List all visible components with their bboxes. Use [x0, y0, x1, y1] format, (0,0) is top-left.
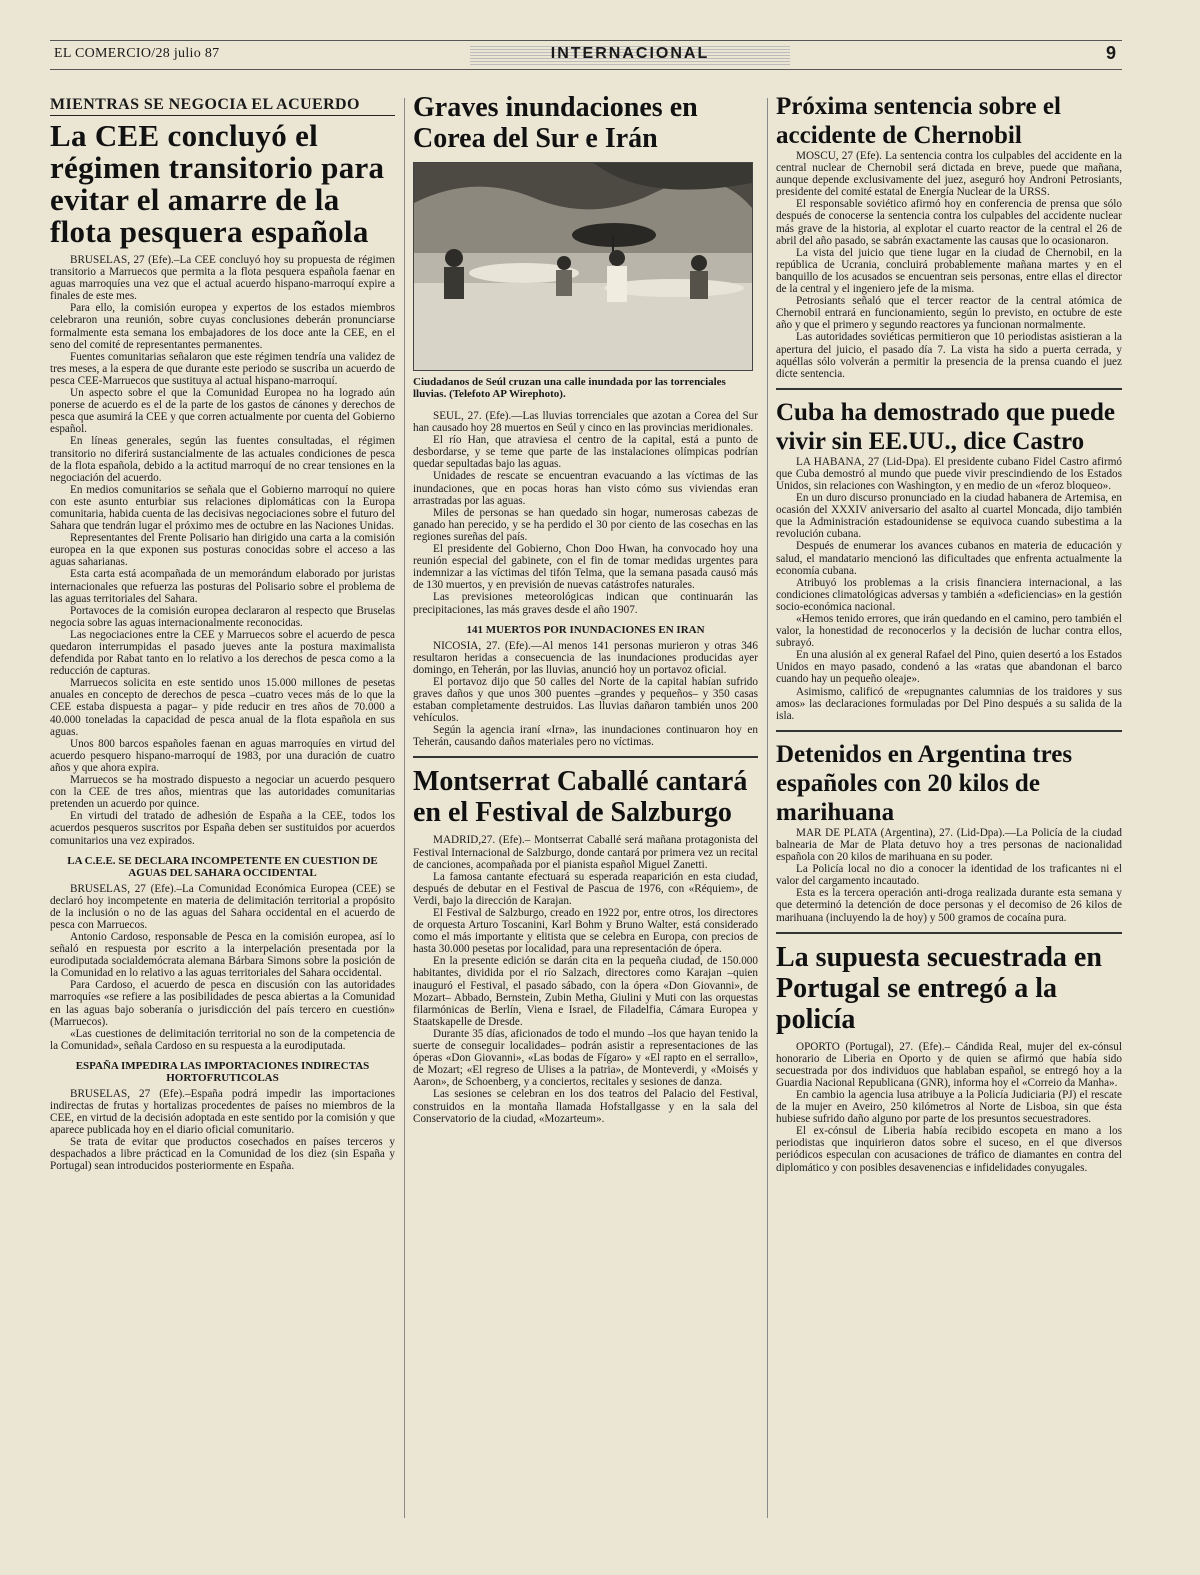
paragraph: Las autoridades soviéticas permitieron que 10 periodistas asistieran a la apertura del juicio, el pasado día 7. La vista ha sido a puerta cerrada, y aquéllas sólo volverán a permitir la presencia de la prensa cuando el juez dicte sentencia.: [776, 331, 1122, 380]
paragraph: BRUSELAS, 27 (Efe).–La Comunidad Económica Europea (CEE) se declaró hoy incompetente en materia de delimitación territorial a propósito de la inclusión o no de las aguas del Sahara occidental en el acuerdo de pesca con Marruecos.: [50, 882, 395, 931]
section-title: INTERNACIONAL: [470, 45, 790, 65]
paragraph: Petrosiants señaló que el tercer reactor de la central atómica de Chernobil entrará en funcionamiento, según lo previsto, en octubre de este año y que el primero y segundo reactores ya funcionan normalmente.: [776, 295, 1122, 332]
paragraph: El río Han, que atraviesa el centro de la capital, está a punto de desbordarse, y se teme que parte de las instalaciones olímpicas podrían quedar sepultadas bajo las aguas.: [413, 434, 758, 471]
paragraph: Para ello, la comisión europea y expertos de los estados miembros celebraron una reunión, sobre cuyas conclusiones deberán pronunciarse formalmente esta semana los embajadores de los doce ante la CEE, en el seno del comité de representantes permanentes.: [50, 302, 395, 351]
paragraph: El responsable soviético afirmó hoy en conferencia de prensa que sólo después de conocerse la sentencia contra los culpables del accidente nuclear más grave de la historia, al explotar el cuarto reactor de la central el 26 de abril del año pasado, se sabrán exactamente las causas que lo ocasionaron.: [776, 198, 1122, 247]
paragraph: LA HABANA, 27 (Lid-Dpa). El presidente cubano Fidel Castro afirmó que Cuba demostró al mundo que puede vivir prescindiendo de los Estados Unidos, sin relaciones con Washington, y en medio de un «feroz bloqueo».: [776, 455, 1122, 492]
photo-caption: Ciudadanos de Seúl cruzan una calle inundada por las torrenciales lluvias. (Telefoto AP Wirephoto).: [413, 376, 726, 400]
paragraph: El ex-cónsul de Liberia había recibido escopeta en mano a los periodistas que inquirieron datos sobre el suceso, en el que diversos periódicos especulan con acusaciones de tráfico de diamantes en contra del diplomático y con posibles desavenencias e infidelidades conyugales.: [776, 1125, 1122, 1174]
paragraph: Unos 800 barcos españoles faenan en aguas marroquíes en virtud del acuerdo pesquero hispano-marroquí de 1983, por una duración de cuatro años y que ahora expira.: [50, 737, 395, 774]
article-divider: [413, 756, 758, 758]
page-number: 9: [1105, 43, 1116, 63]
paragraph: Después de enumerar los avances cubanos en materia de educación y salud, el mandatario mencionó las dificultades que enfrenta actualmente la economía cubana.: [776, 540, 1122, 577]
article-divider: [776, 932, 1122, 934]
paragraph: En cambio la agencia lusa atribuye a la Policía Judiciaria (PJ) el rescate de la mujer en Aveiro, 250 kilómetros al Norte de Lisboa, sin que ésta hubiese sufrido daño alguno por parte de los presuntos secuestradores.: [776, 1088, 1122, 1126]
paragraph: En líneas generales, según las fuentes consultadas, el régimen transitorio no diferirá sustancialmente de las actuales condiciones de pesca de la flota española, debido a la actitud marroquí de no crear tensiones en la negociación del acuerdo.: [50, 435, 395, 484]
subheading: ESPAÑA IMPEDIRA LAS IMPORTACIONES INDIRECTAS HORTOFRUTICOLAS: [75, 1059, 370, 1084]
paragraph: La Policía local no dio a conocer la identidad de los traficantes ni el valor del cargamento incautado.: [776, 863, 1122, 888]
paragraph: «Las cuestiones de delimitación territorial no son de la competencia de la Comunidad», señala Cardoso en su respuesta a la eurodiputada.: [50, 1027, 395, 1052]
paragraph: En virtudi del tratado de adhesión de España a la CEE, todos los acuerdos pesqueros suscritos por España deben ser sustituidos por acuerdos comunitarios una vez expirados.: [50, 810, 395, 847]
paragraph: BRUSELAS, 27 (Efe).–España podrá impedir las importaciones indirectas de frutas y hortalizas procedentes de países no miembros de la CEE, en virtud de la decisión adoptada en este sentido por la comisión y que aparece publicada hoy en el diario oficial comunitario.: [50, 1087, 395, 1137]
paragraph: Para Cardoso, el acuerdo de pesca en discusión con las autoridades marroquíes «se refiere a las posibilidades de pesca abiertas a la Comunidad en las aguas bajo soberanía o jurisdicción del país tercero en cuestión» (Marruecos).: [50, 979, 395, 1028]
column-divider: [767, 98, 768, 1518]
paragraph: MAR DE PLATA (Argentina), 27. (Lid-Dpa).—La Policía de la ciudad balnearia de Mar de Plata detuvo hoy a tres personas de nacionalidad española con 20 kilos de marihuana en su poder.: [776, 826, 1122, 864]
paragraph: Se trata de evitar que productos cosechados en países terceros y despachados a libre prácticad en la Comunidad de los diez (sin España y Portugal) sean introducidos posteriormente en España.: [50, 1136, 395, 1173]
paragraph: Unidades de rescate se encuentran evacuando a las víctimas de las inundaciones, que en pocas horas han visto cómo sus viviendas eran arrastradas por las aguas.: [413, 470, 758, 507]
subheading: 141 MUERTOS POR INUNDACIONES EN IRAN: [466, 623, 705, 636]
paragraph: Un aspecto sobre el que la Comunidad Europea no ha logrado aún ponerse de acuerdo es el de la parte de los gastos de cánones y derechos de pesca que asumirá la CEE y que corren actualmente por cuenta del Gobierno español.: [50, 387, 395, 436]
article-body: [50, 254, 395, 847]
paragraph: En una alusión al ex general Rafael del Pino, quien desertó a los Estados Unidos en mayo pasado, condenó a las «ratas que abandonan el barco cuando hay un pequeño oleaje».: [776, 649, 1122, 686]
subheading: LA C.E.E. SE DECLARA INCOMPETENTE EN CUESTION DE AGUAS DEL SAHARA OCCIDENTAL: [67, 854, 378, 879]
article-headline: Detenidos en Argentina tres españoles con 20 kilos de marihuana: [776, 740, 1073, 826]
paragraph: Esta es la tercera operación anti-droga realizada durante esta semana y que determinó la detención de doce personas y el decomiso de 26 kilos de marihuana (incluyendo la de hoy) y 500 gramos de cocaína pura.: [776, 887, 1122, 924]
article-headline: Montserrat Caballé cantará en el Festival de Salzburgo: [413, 766, 748, 829]
column-2: [413, 92, 758, 1125]
paragraph: NICOSIA, 27. (Efe).—Al menos 141 personas murieron y otras 346 resultaron heridas a consecuencia de las inundaciones producidas ayer domingo, en Teherán, por las lluvias, anunció hoy un portavoz oficial.: [413, 639, 758, 676]
paragraph: El portavoz dijo que 50 calles del Norte de la capital habían sufrido graves daños y que unos 300 puentes –grandes y pequeños– y 350 casas estaban completamente destruidos. Las lluvias dañaron también unos 200 vehículos.: [413, 675, 758, 725]
article-headline: Cuba ha demostrado que puede vivir sin EE.UU., dice Castro: [776, 398, 1115, 455]
paragraph: «Hemos tenido errores, que irán quedando en el camino, pero también el valor, la honestidad de reconocerlos y la decisión de luchar contra ellos, subrayó.: [776, 613, 1122, 650]
column-divider: [404, 98, 405, 1518]
article-headline: Próxima sentencia sobre el accidente de Chernobil: [776, 93, 1061, 149]
article-divider: [776, 388, 1122, 390]
paragraph: Las negociaciones entre la CEE y Marruecos sobre el acuerdo de pesca quedaron interrumpidas el pasado jueves ante la postura maximalista defendida por Rabat tanto en lo relativo a los derechos de pesca como a la reducción de capturas.: [50, 628, 395, 678]
paragraph: SEUL, 27. (Efe).—Las lluvias torrenciales que azotan a Corea del Sur han causado hoy 28 muertos en Seúl y cinco en las provincias meridionales.: [413, 410, 758, 435]
paragraph: Antonio Cardoso, responsable de Pesca en la comisión europea, así lo señaló en respuesta por escrito a la interpelación presentada por la eurodiputada socialdemócrata alemana Bárbara Simons sobre la posición de la Comunidad en lo relativo a las aguas territoriales del Sahara occidental.: [50, 930, 395, 980]
paragraph: Fuentes comunitarias señalaron que este régimen tendría una validez de tres meses, a la espera de que durante este periodo se suscriba un acuerdo de pesca CEE-Marruecos que sustituya al actual hispano-marroquí.: [50, 350, 395, 387]
paragraph: OPORTO (Portugal), 27. (Efe).– Cándida Real, mujer del ex-cónsul honorario de Liberia en Oporto y de quien se afirmó que había sido secuestrada por dos individuos que hablaban español, se entregó hoy a la Guardia Nacional Republicana (GNR), informa hoy el «Correio da Manha».: [776, 1040, 1122, 1089]
column-1: [50, 92, 395, 1173]
column-3: [776, 92, 1122, 1174]
paragraph: Marruecos se ha mostrado dispuesto a negociar un acuerdo pesquero con la CEE de tres años, mientras que las autoridades comunitarias pretenden un acuerdo por quince.: [50, 774, 395, 811]
photo-illustration: [414, 163, 752, 370]
paragraph: Representantes del Frente Polisario han dirigido una carta a la comisión europea en la que exponen sus posturas conocidas sobre el acceso a las aguas saharianas.: [50, 532, 395, 569]
paragraph: MADRID,27. (Efe).– Montserrat Caballé será mañana protagonista del Festival Internacional de Salzburgo, donde cantará por primera vez un recital de canciones, acompañada por el pianista español Miguel Zanetti.: [413, 834, 758, 871]
paragraph: El presidente del Gobierno, Chon Doo Hwan, ha convocado hoy una reunión especial del gabinete, con el fin de tomar medidas urgentes para indemnizar a las víctimas del tifón Telma, que la semana pasada causó más de 130 muertos, y en previsión de nuevas catástrofes naturales.: [413, 543, 758, 592]
article-headline: La CEE concluyó el régimen transitorio para evitar el amarre de la flota pesquera española: [50, 118, 385, 249]
paragraph: Portavoces de la comisión europea declararon al respecto que Bruselas negocia sobre las aguas internacionalmente reconocidas.: [50, 604, 395, 629]
flood-photo: [413, 162, 753, 371]
paragraph: En medios comunitarios se señala que el Gobierno marroquí no quiere con este asunto enturbiar sus relaciones diplomáticas con la Europa comunitaria, habida cuenta de las decisivas negociaciones sobre el futuro del Sahara que tendrán lugar el próximo mes de octubre en las Naciones Unidas.: [50, 483, 395, 533]
paragraph: El Festival de Salzburgo, creado en 1922 por, entre otros, los directores de orquesta Arturo Toscanini, Karl Bohm y Bruno Walter, está considerado como el más importante y elitista que se celebra en Europa, con precios de hasta 30.000 pesetas por localidad, para una representación de ópera.: [413, 907, 758, 956]
paragraph: La famosa cantante efectuará su esperada reaparición en esta ciudad, después de debutar en el Festival de Pascua de 1976, con «Réquiem», de Verdi, bajo la dirección de Karajan.: [413, 870, 758, 907]
paragraph: BRUSELAS, 27 (Efe).–La CEE concluyó hoy su propuesta de régimen transitorio a Marruecos que permita a la flota pesquera española faenar en aguas marroquíes una vez que el actual acuerdo hispano-marroquí expire a finales de este mes.: [50, 254, 395, 303]
paragraph: Atribuyó los problemas a la crisis financiera internacional, a las condiciones climatológicas adversas y también a «deficiencias» en la gestión socio-económica nacional.: [776, 576, 1122, 613]
paragraph: Durante 35 días, aficionados de todo el mundo –los que hayan tenido la suerte de conseguir localidades– podrán asistir a representaciones de las óperas «Don Giovanni», «Las bodas de Fígaro» y «El rapto en el serrallo», de Mozart; «El regreso de Ulises a la patria», de Monteverdi, y «Moisés y Aaron», de Schoenberg, y a conciertos, recitales y sesiones de danza.: [413, 1027, 758, 1089]
paragraph: Miles de personas se han quedado sin hogar, numerosas cabezas de ganado han perecido, y se ha perdido el 30 por ciento de las cosechas en las regiones sureñas del país.: [413, 506, 758, 543]
article-headline: La supuesta secuestrada en Portugal se entregó a la policía: [776, 941, 1102, 1035]
paragraph: Las sesiones se celebran en los dos teatros del Palacio del Festival, construidos en la montaña llamada Hofstallgasse y en la sala del Conservatorio de la ciudad, «Mozarteum».: [413, 1088, 758, 1125]
paragraph: Esta carta está acompañada de un memorándum elaborado por juristas internacionales que refuerza las posturas del Polisario sobre el problema de las aguas territoriales del Sahara.: [50, 568, 395, 605]
article-divider: [776, 730, 1122, 732]
masthead-date: EL COMERCIO/28 julio 87: [54, 46, 220, 61]
paragraph: Asimismo, calificó de «repugnantes calumnias de los traidores y sus amos» las declaraciones formuladas por Del Pino después a su salida de la isla.: [776, 685, 1122, 722]
article-headline: Graves inundaciones en Corea del Sur e Irán: [413, 92, 698, 154]
paragraph: MOSCU, 27 (Efe). La sentencia contra los culpables del accidente en la central nuclear de Chernobil será dictada en breve, puede que mañana, aunque depende exclusivamente del juez, aseguró hoy Androni Petrosiants, presidente del comité estatal de Energía Nuclear de la URSS.: [776, 150, 1122, 199]
paragraph: Según la agencia iraní «Irna», las inundaciones continuaron hoy en Teherán, causando daños materiales pero no víctimas.: [413, 724, 758, 749]
paragraph: La vista del juicio que tiene lugar en la ciudad de Chernobil, en la república de Ucrania, concluirá probablemente mañana martes y en el banquillo de los acusados se encuentran seis personas, entre ellas el director de la central y el ingeniero jefe de la misma.: [776, 246, 1122, 296]
paragraph: En un duro discurso pronunciado en la ciudad habanera de Artemisa, en ocasión del XXXIV aniversario del asalto al cuartel Moncada, dijo también que la Administración estadounidense se equivoca cuando subestima a la revolución cubana.: [776, 492, 1122, 541]
paragraph: En la presente edición se darán cita en la pequeña ciudad, de 150.000 habitantes, dividida por el río Salzach, directores como Karajan –quien inauguró el Festival, el pasado sábado, con la ópera «Don Giovanni», de Mozart– Abbado, Bernstein, Zubin Metha, Giulini y Muti con las orquestas filarmónicas de Berlín, Viena e Israel, de Filadelfia, Cámara Europea y Staatskapelle de Dresde.: [413, 955, 758, 1028]
masthead: [50, 40, 1122, 70]
paragraph: Marruecos solicita en este sentido unos 15.000 millones de pesetas anuales en concepto de derechos de pesca –cuatro veces más de lo que la CEE estaba dispuesta a pagar– y pide reducir en tres años de 70.000 a 40.000 toneladas la capacidad de pesca anual de la flota española en sus aguas.: [50, 677, 395, 738]
paragraph: Las previsiones meteorológicas indican que continuarán las precipitaciones, las más graves desde el año 1907.: [413, 591, 758, 616]
article-kicker: MIENTRAS SE NEGOCIA EL ACUERDO: [50, 96, 395, 116]
